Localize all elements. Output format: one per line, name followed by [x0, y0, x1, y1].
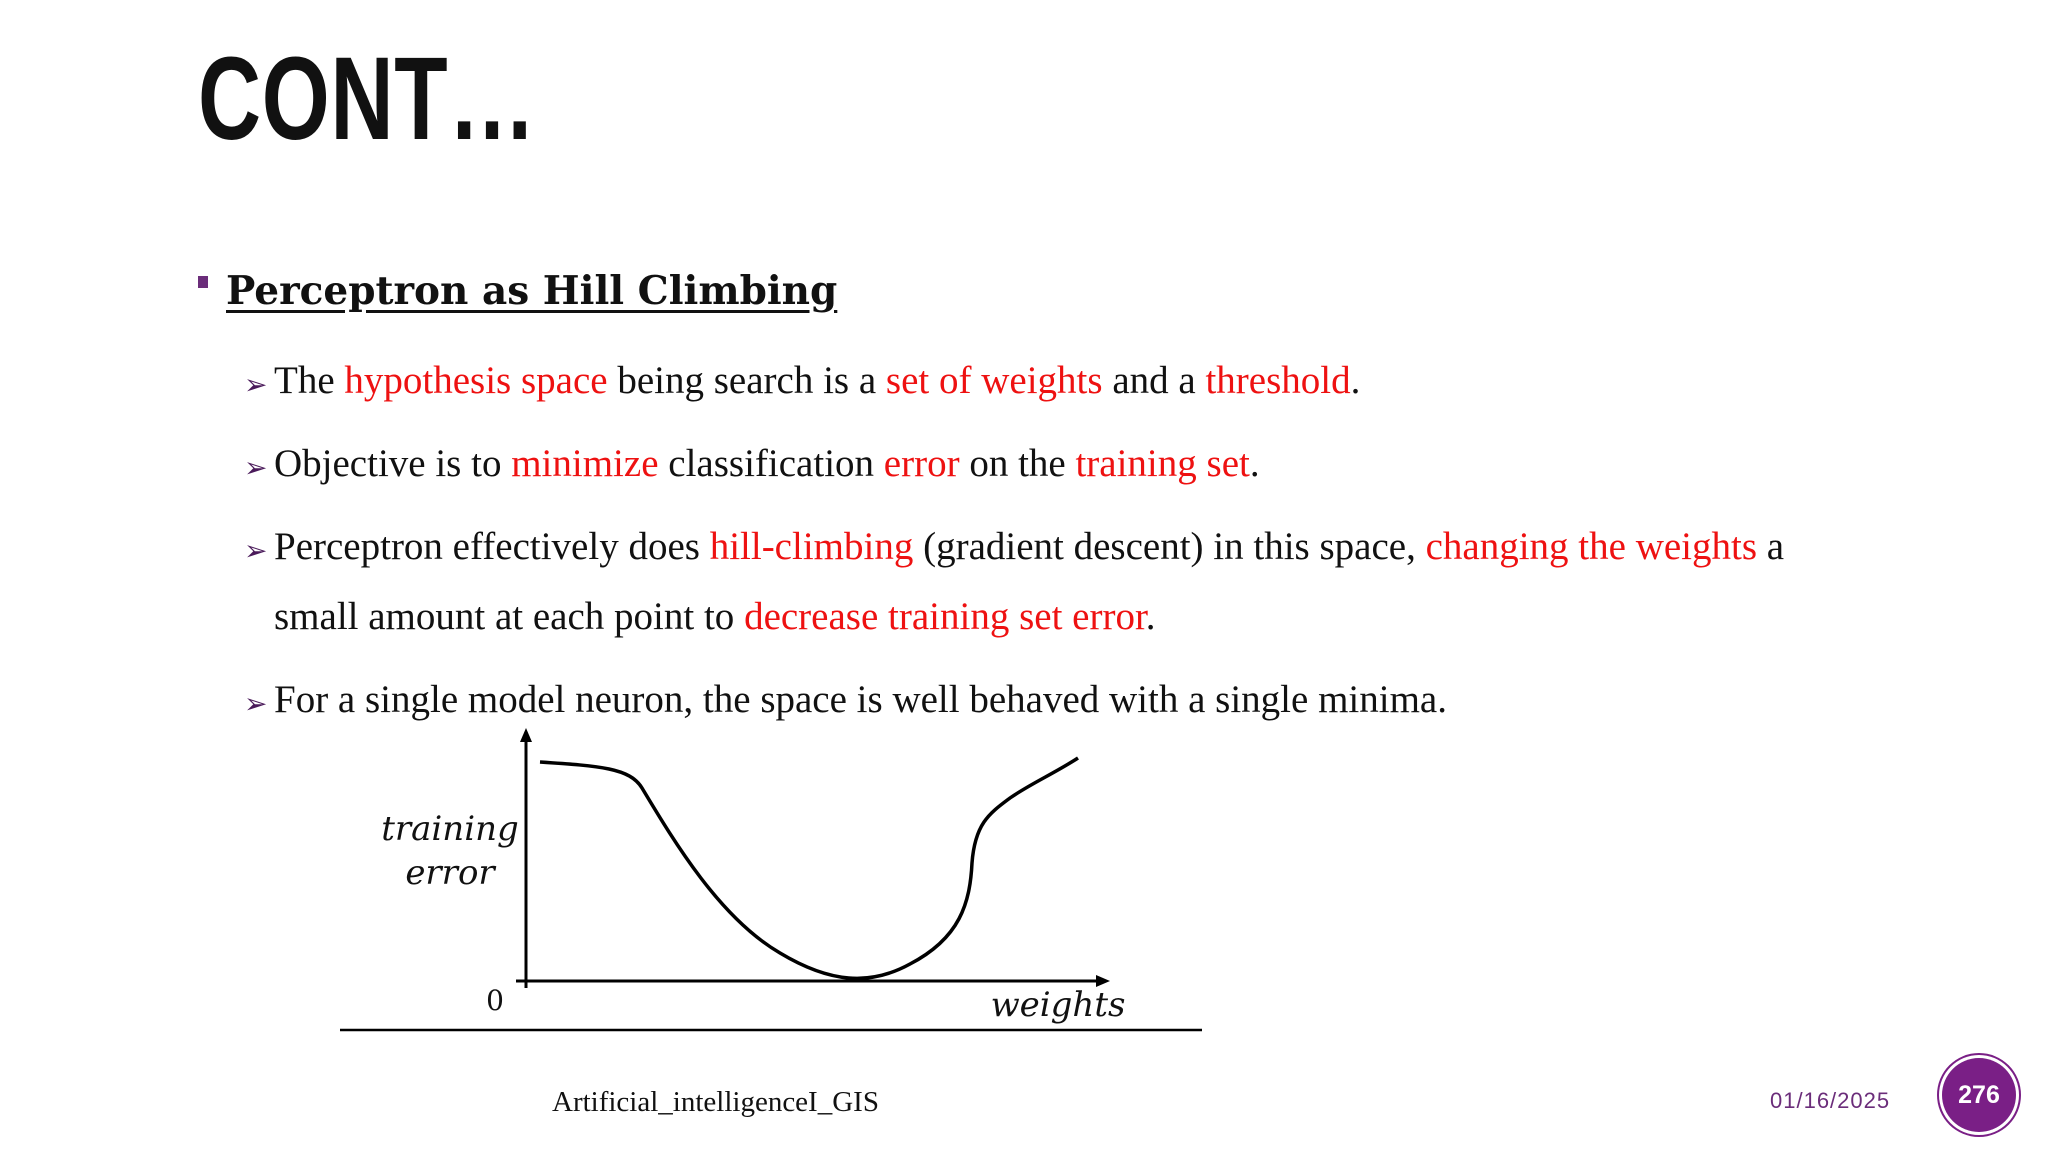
bullet-point-2 — [244, 429, 1864, 499]
bullet-point-4 — [244, 665, 1864, 735]
point-text-segment: (gradient descent) in this space, — [913, 525, 1426, 568]
point-text-segment: . — [1249, 442, 1260, 485]
point-text-segment: classification — [658, 442, 884, 485]
x-axis-label: weights — [990, 985, 1126, 1025]
arrow-bullet-icon: ➢ — [244, 687, 268, 720]
slide-date: 01/16/2025 — [1770, 1088, 1891, 1113]
bullet-point-1 — [244, 346, 1864, 416]
training-error-figure — [330, 728, 1210, 1040]
page-number-badge — [1942, 1058, 2016, 1132]
heading-row — [198, 268, 837, 314]
point-highlight: error — [883, 442, 960, 485]
point-text-segment: The — [274, 359, 345, 402]
point-text-segment: . — [1350, 359, 1361, 402]
point-text-segment: being search is a — [607, 359, 886, 402]
point-highlight: changing the weights — [1425, 525, 1758, 568]
point-highlight: hill-climbing — [709, 525, 914, 568]
point-highlight: threshold — [1205, 359, 1351, 402]
y-axis-label-line1: training — [381, 809, 519, 849]
point-text-segment: and a — [1102, 359, 1206, 402]
arrow-bullet-icon: ➢ — [244, 534, 268, 567]
point-highlight: decrease training set error — [744, 595, 1146, 638]
y-axis-arrowhead — [520, 728, 532, 742]
origin-label: 0 — [486, 984, 504, 1017]
point-text-segment: a small amount at each point to — [274, 525, 1785, 638]
square-bullet-icon — [198, 276, 208, 288]
point-highlight: training set — [1075, 442, 1250, 485]
point-text-segment: . — [1145, 595, 1156, 638]
point-text-segment: on the — [959, 442, 1076, 485]
point-highlight: set of weights — [885, 359, 1103, 402]
point-highlight: minimize — [511, 442, 659, 485]
arrow-bullet-icon: ➢ — [244, 368, 268, 401]
point-text-segment: Perceptron effectively does — [274, 525, 710, 568]
point-highlight: hypothesis space — [344, 359, 608, 402]
y-axis-label-line2: error — [405, 853, 495, 893]
bullet-point-3 — [244, 512, 1864, 652]
point-text-segment: For a single model neuron, the space is well behaved with a single minima. — [274, 678, 1447, 721]
arrow-bullet-icon: ➢ — [244, 451, 268, 484]
slide-title: CONT… — [198, 33, 537, 165]
error-curve — [540, 758, 1078, 978]
bullet-list — [244, 346, 1864, 748]
point-text-segment: Objective is to — [274, 442, 512, 485]
footer-text: Artificial_intelligenceI_GIS — [552, 1086, 879, 1118]
page-number: 276 — [1958, 1080, 2000, 1109]
section-heading: Perceptron as Hill Climbing — [226, 268, 838, 314]
